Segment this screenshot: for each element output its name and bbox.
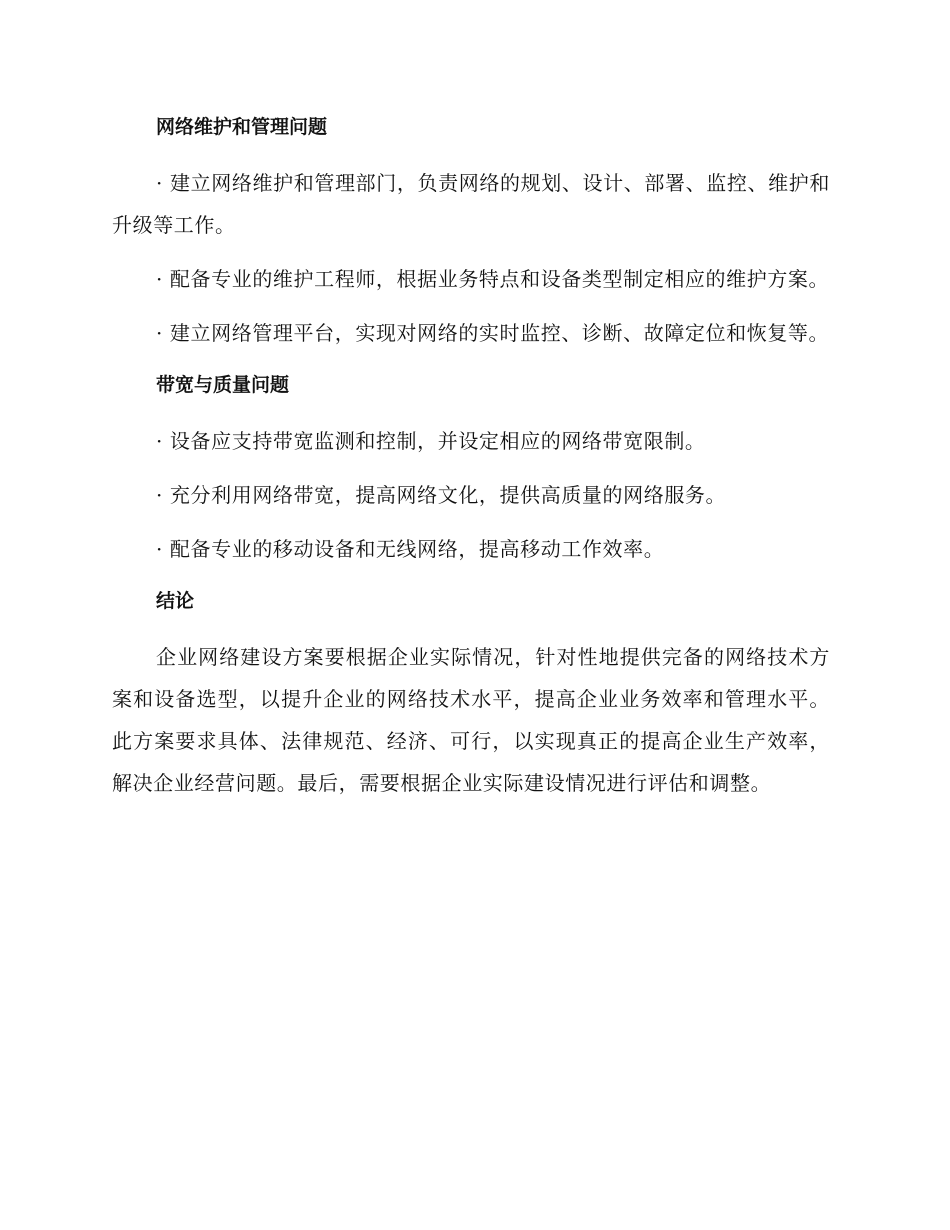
- bandwidth-item-2: · 充分利用网络带宽，提高网络文化，提供高质量的网络服务。: [156, 483, 727, 507]
- section-heading-conclusion: 结论: [156, 590, 195, 612]
- document-page: [112, 108, 830, 816]
- section-heading-maintenance: 网络维护和管理问题: [156, 116, 328, 138]
- section-heading-bandwidth: 带宽与质量问题: [156, 374, 290, 396]
- bandwidth-item-1: · 设备应支持带宽监测和控制，并设定相应的网络带宽限制。: [156, 429, 706, 453]
- maintenance-item-3: · 建立网络管理平台，实现对网络的实时监控、诊断、故障定位和恢复等。: [156, 321, 830, 345]
- maintenance-item-1: · 建立网络维护和管理部门，负责网络的规划、设计、部署、监控、维护和升级等工作。: [112, 171, 830, 237]
- bandwidth-item-3: · 配备专业的移动设备和无线网络，提高移动工作效率。: [156, 537, 665, 561]
- conclusion-paragraph: 企业网络建设方案要根据企业实际情况，针对性地提供完备的网络技术方案和设备选型，以提升企业的网络技术水平，提高企业业务效率和管理水平。此方案要求具体、法律规范、经济、可行，以实现真正的提高企业生产效率，解决企业经营问题。最后，需要根据企业实际建设情况进行评估和调整。: [112, 645, 830, 795]
- maintenance-item-2: · 配备专业的维护工程师，根据业务特点和设备类型制定相应的维护方案。: [156, 267, 830, 291]
